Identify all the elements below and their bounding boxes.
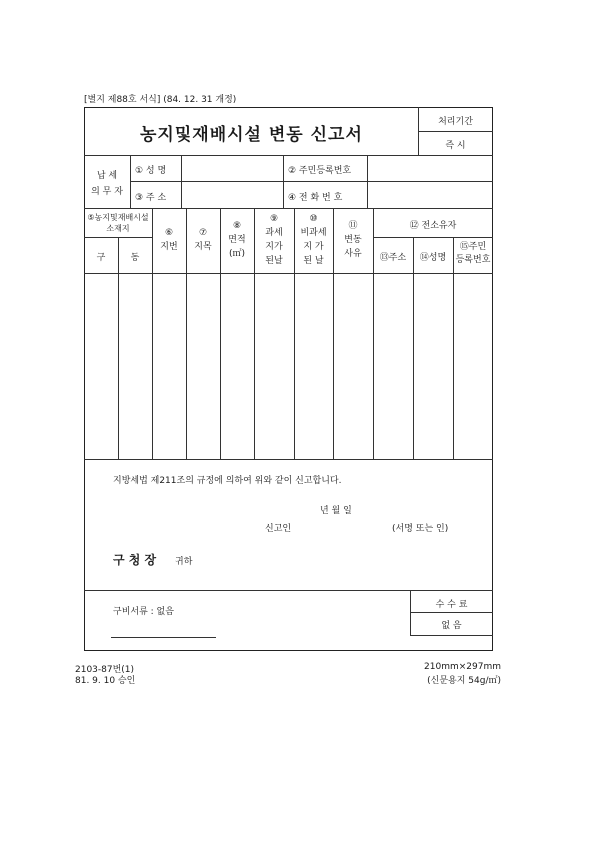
divider	[410, 635, 493, 636]
jimok-header	[186, 226, 220, 254]
nontaxed-num: ⑩	[309, 214, 318, 224]
taxed-text-2: 지가	[265, 242, 283, 252]
paper-type: (신문용지 54g/㎡)	[427, 676, 501, 686]
taxed-num: ⑨	[269, 214, 279, 224]
resident-id-field[interactable]	[369, 157, 491, 179]
recipient-suffix: 귀하	[175, 557, 193, 567]
form-reference: [별지 제88호 서식] (84. 12. 31 개정)	[84, 95, 237, 105]
location-header-line1: ⑤농지및재배시설	[87, 213, 149, 222]
processing-period-value: 즉 시	[445, 141, 466, 151]
nontaxed-text-3: 된 날	[303, 256, 324, 266]
gu-header: 구	[96, 253, 106, 263]
divider	[84, 273, 493, 274]
reason-text-2: 사유	[344, 249, 362, 259]
area-unit: (㎡)	[228, 249, 246, 259]
divider	[84, 208, 493, 209]
location-header-line2: 소재지	[106, 224, 130, 233]
reason-text-1: 변동	[344, 235, 362, 245]
area-text: 면적	[228, 235, 246, 245]
divider	[84, 590, 493, 591]
fee-label: 수 수 료	[435, 600, 468, 610]
prev-name-header: ⑭성명	[419, 253, 447, 263]
area-num: ⑧	[232, 221, 242, 231]
signature-label: (서명 또는 인)	[392, 524, 449, 534]
recipient-name: 구 청 장	[113, 553, 157, 567]
area-header	[220, 219, 254, 261]
reason-num: ⑪	[348, 221, 358, 231]
form-code: 2103-87번(1)	[75, 665, 135, 675]
reporter-label: 신고인	[265, 524, 292, 534]
reason-header	[333, 219, 373, 261]
taxed-text-3: 된날	[265, 256, 283, 266]
jimok-num: ⑦	[198, 228, 208, 238]
divider	[84, 459, 493, 460]
declaration-text: 지방세법 제211조의 규정에 의하여 위와 같이 신고합니다.	[113, 476, 342, 486]
reporter-field[interactable]	[303, 517, 388, 533]
name-field[interactable]	[183, 157, 281, 179]
nontaxed-text-1: 비과세	[300, 228, 327, 238]
phone-field[interactable]	[369, 183, 491, 206]
jibun-text: 지번	[160, 242, 178, 252]
name-label: ① 성 명	[135, 166, 167, 176]
previous-owner-header: ⑫ 전소유자	[409, 221, 457, 231]
address-field[interactable]	[183, 183, 281, 206]
phone-label: ④ 전 화 번 호	[288, 193, 343, 203]
dong-header: 동	[130, 253, 140, 263]
form-title: 농지및재배시설 변동 신고서	[140, 125, 363, 145]
nontaxed-text-2: 지 가	[303, 242, 324, 252]
table-body[interactable]	[86, 275, 491, 457]
address-label: ③ 주 소	[135, 193, 167, 203]
taxed-text-1: 과세	[265, 228, 283, 238]
taxpayer-label-1: 납 세	[96, 171, 118, 181]
divider	[418, 131, 493, 132]
prev-id-text-1: ⑮주민	[459, 242, 487, 252]
divider	[373, 237, 493, 238]
divider	[130, 181, 493, 182]
fee-value: 없 음	[441, 621, 462, 631]
prev-address-header: ⑬주소	[379, 253, 407, 263]
nontaxed-header	[294, 212, 333, 268]
resident-id-label: ② 주민등록번호	[288, 166, 352, 176]
taxpayer-label-2: 의 무 자	[91, 187, 123, 197]
jimok-text: 지목	[194, 242, 212, 252]
divider	[111, 637, 216, 638]
processing-period-label: 처리기간	[438, 117, 473, 127]
prev-id-text-2: 등록번호	[455, 255, 491, 265]
date-line: 년 월 일	[320, 506, 352, 516]
approval-date: 81. 9. 10 승인	[75, 676, 136, 686]
prev-id-header	[453, 241, 493, 267]
paper-size: 210mm×297mm	[424, 662, 501, 672]
required-documents: 구비서류 : 없음	[113, 607, 174, 617]
taxed-header	[254, 212, 294, 268]
jibun-num: ⑥	[164, 228, 174, 238]
jibun-header	[152, 226, 186, 254]
location-header	[84, 212, 152, 234]
divider	[410, 612, 493, 613]
divider	[84, 155, 493, 156]
